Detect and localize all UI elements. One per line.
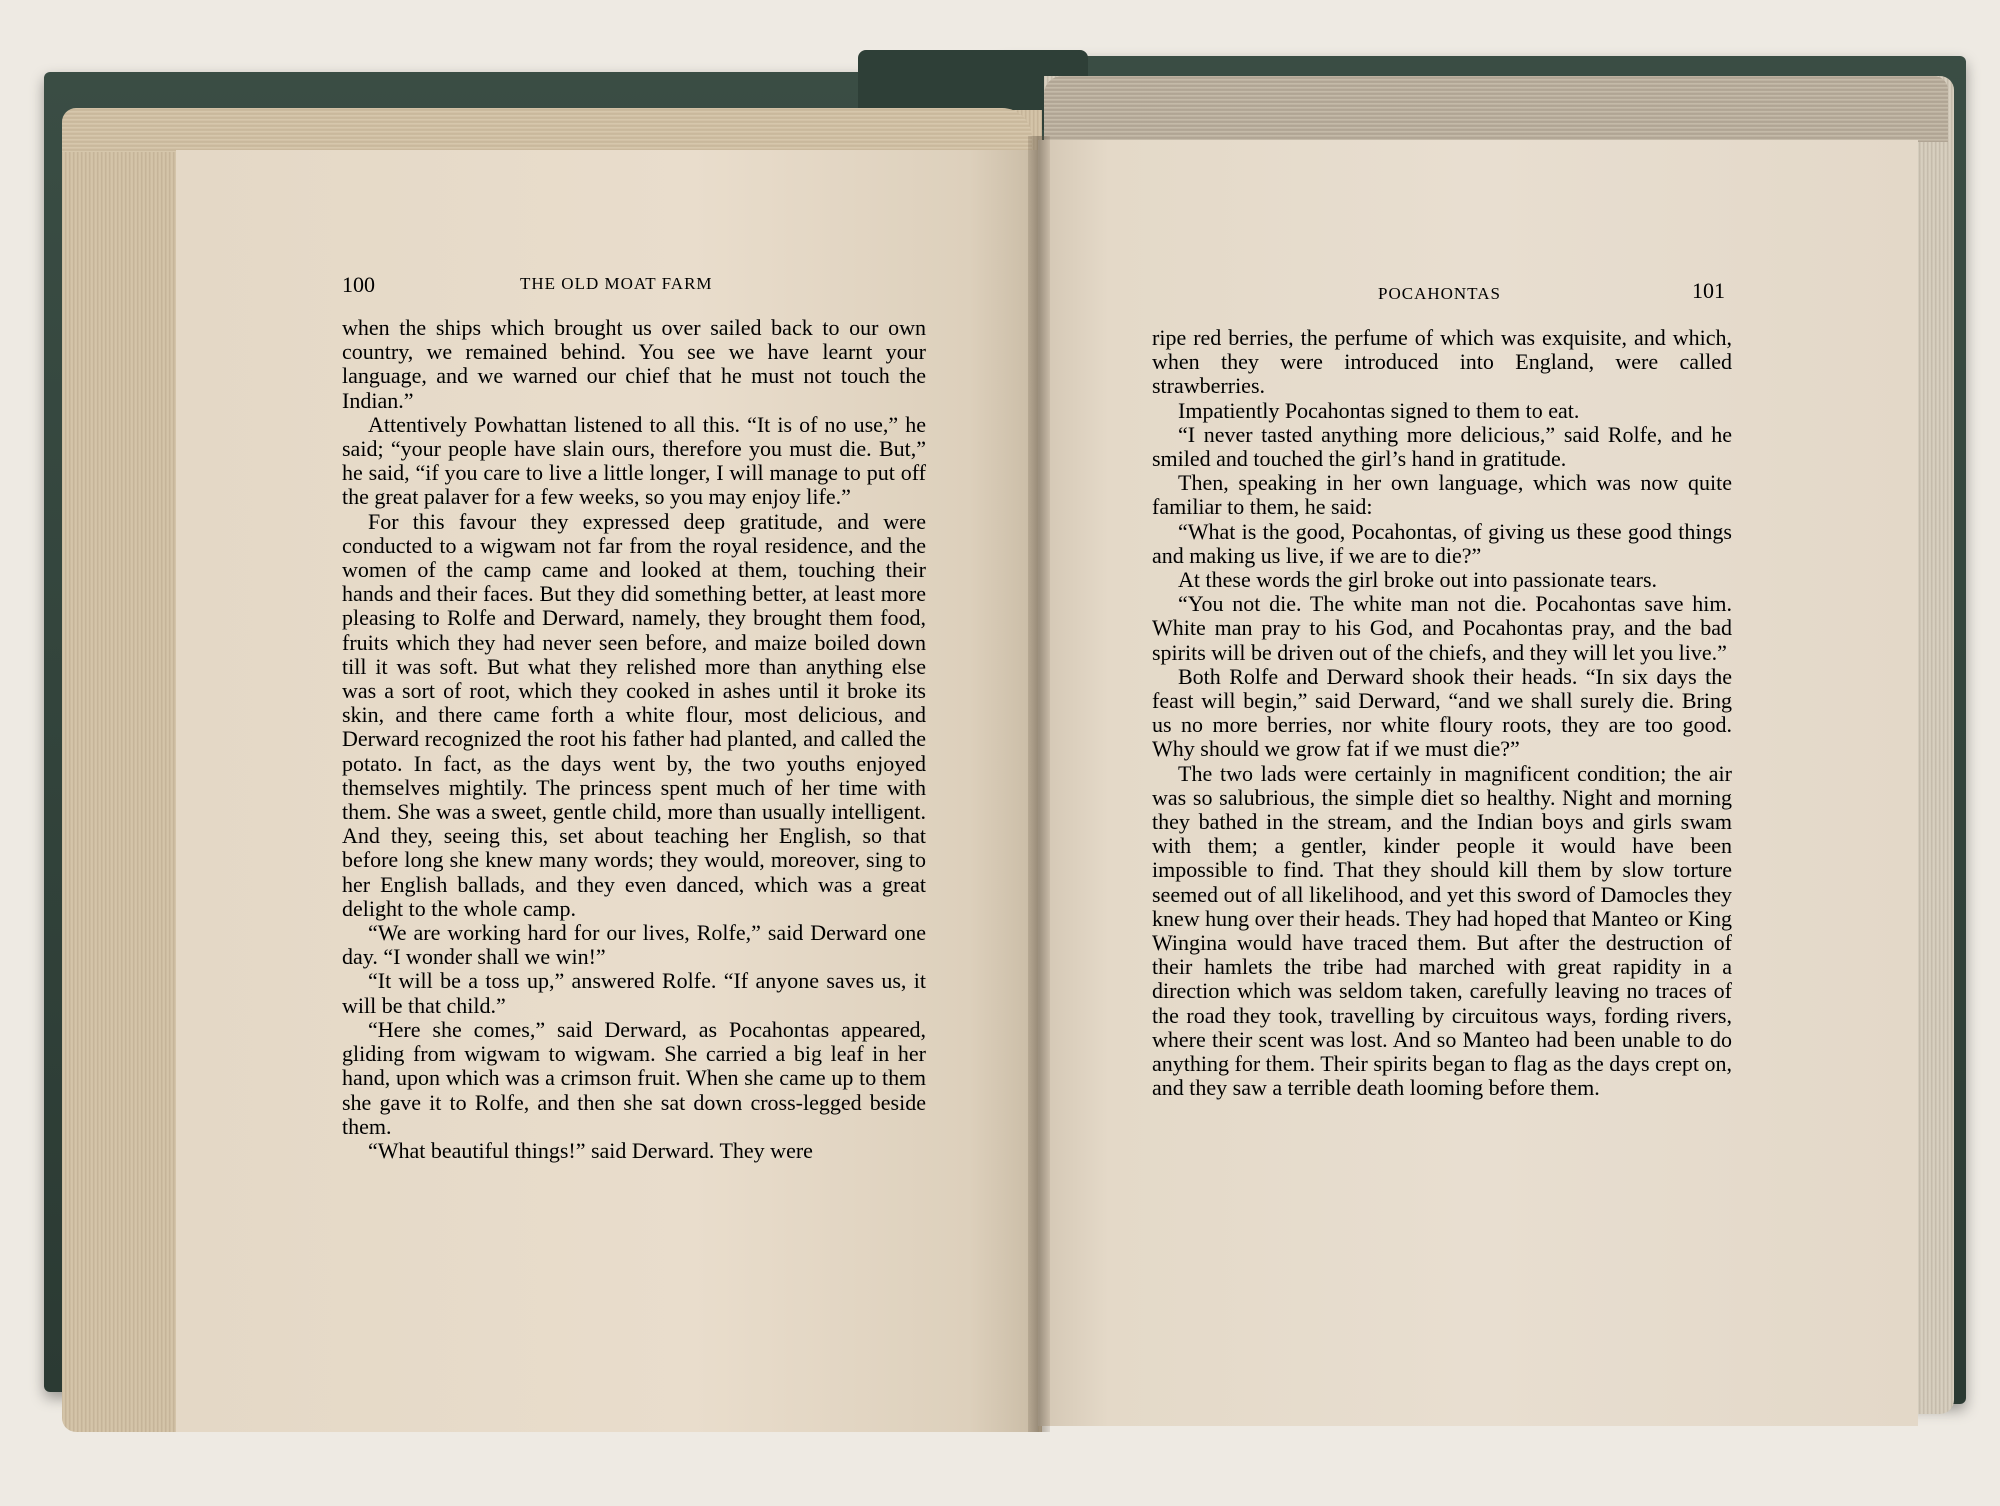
left-running-head: THE OLD MOAT FARM xyxy=(520,274,713,293)
paragraph: when the ships which brought us over sailed back to our own country, we remained behind. You see we have learnt your language, and we warned our chief that he must not touch the Indian.” xyxy=(342,315,926,413)
paragraph: For this favour they expressed deep gratitude, and were conducted to a wigwam not far from the royal residence, and the women of the camp came and looked at them, touching their hands and their faces. But they did something better, at least more pleasing to Rolfe and Derward, namely, they brought them food, fruits which they had never seen before, and maize boiled down till it was soft. But what they relished more than anything else was a sort of root, which they cooked in ashes until it broke its skin, and there came forth a white flour, most delicious, and Derward recognized the root his father had planted, and called the potato. In fact, as the days went by, the two youths enjoyed themselves mightily. The princess spent much of her time with them. She was a sweet, gentle child, more than usually intelligent. And they, seeing this, set about teaching her English, so that before long she knew many words; they would, moreover, sing to her English ballads, and they even danced, which was a great delight to the whole camp. xyxy=(342,508,926,921)
page-edges-left-top xyxy=(62,108,1032,152)
right-running-head: POCAHONTAS xyxy=(1378,284,1501,303)
paragraph: “You not die. The white man not die. Pocahontas save him. White man pray to his God, and Pocahontas pray, and the bad spirits will be driven out of the chiefs, and they will let you live.” xyxy=(1152,591,1732,665)
paragraph: At these words the girl broke out into passionate tears. xyxy=(1178,567,1658,593)
paragraph: ripe red berries, the perfume of which was exquisite, and which, when they were introduced into England, were called strawberries. xyxy=(1152,325,1732,399)
paragraph: Both Rolfe and Derward shook their heads. “In six days the feast will begin,” said Derward, “and we shall surely die. Bring us no more berries, nor white floury roots, they are too good. Why should we grow fat if we must die?” xyxy=(1152,663,1732,762)
paragraph: “Here she comes,” said Derward, as Pocahontas appeared, gliding from wigwam to wigwam. She carried a big leaf in her hand, upon which was a crimson fruit. When she came up to them she gave it to Rolfe, and then she sat down cross-legged beside them. xyxy=(342,1016,926,1139)
paragraph: “We are working hard for our lives, Rolfe,” said Derward one day. “I wonder shall we win!” xyxy=(342,920,926,970)
paragraph: Impatiently Pocahontas signed to them to eat. xyxy=(1178,397,1580,423)
right-page-text xyxy=(1152,326,1732,1101)
paragraph: “What is the good, Pocahontas, of giving us these good things and making us live, if we are to die?” xyxy=(1152,518,1732,568)
left-page-number: 100 xyxy=(342,272,375,297)
paragraph: The two lads were certainly in magnificent condition; the air was so salubrious, the simple diet so healthy. Night and morning they bathed in the stream, and the Indian boys and girls swam with them; a gentler, kinder people it would have been impossible to find. That they should kill them by slow torture seemed out of all likelihood, and yet this sword of Damocles they knew hung over their heads. They had hoped that Manteo or King Wingina would have traced them. But after the destruction of their hamlets the tribe had marched with great rapidity in a direction which was seldom taken, carefully leaving no traces of the road they took, travelling by circuitous ways, fording rivers, where their scent was lost. And so Manteo had been unable to do anything for them. Their spirits began to flag as the days crept on, and they saw a terrible death looming before them. xyxy=(1152,760,1733,1101)
paragraph: Then, speaking in her own language, which was now quite familiar to them, he said: xyxy=(1152,470,1732,520)
paragraph: “What beautiful things!” said Derward. They were xyxy=(368,1137,813,1163)
left-page-text xyxy=(342,316,926,1163)
paragraph: Attentively Powhattan listened to all this. “It is of no use,” he said; “your people have slain ours, therefore you must die. But,” he said, “if you care to live a little longer, I will manage to put off the great palaver for a few weeks, so you may enjoy life.” xyxy=(342,411,926,510)
book-gutter xyxy=(1028,136,1050,1432)
right-page-number: 101 xyxy=(1692,278,1725,303)
page-edges-right-top xyxy=(1044,76,1948,142)
paragraph: “It will be a toss up,” answered Rolfe. “If anyone saves us, it will be that child.” xyxy=(342,968,926,1018)
paragraph: “I never tasted anything more delicious,” said Rolfe, and he smiled and touched the girl’s hand in gratitude. xyxy=(1152,421,1732,472)
